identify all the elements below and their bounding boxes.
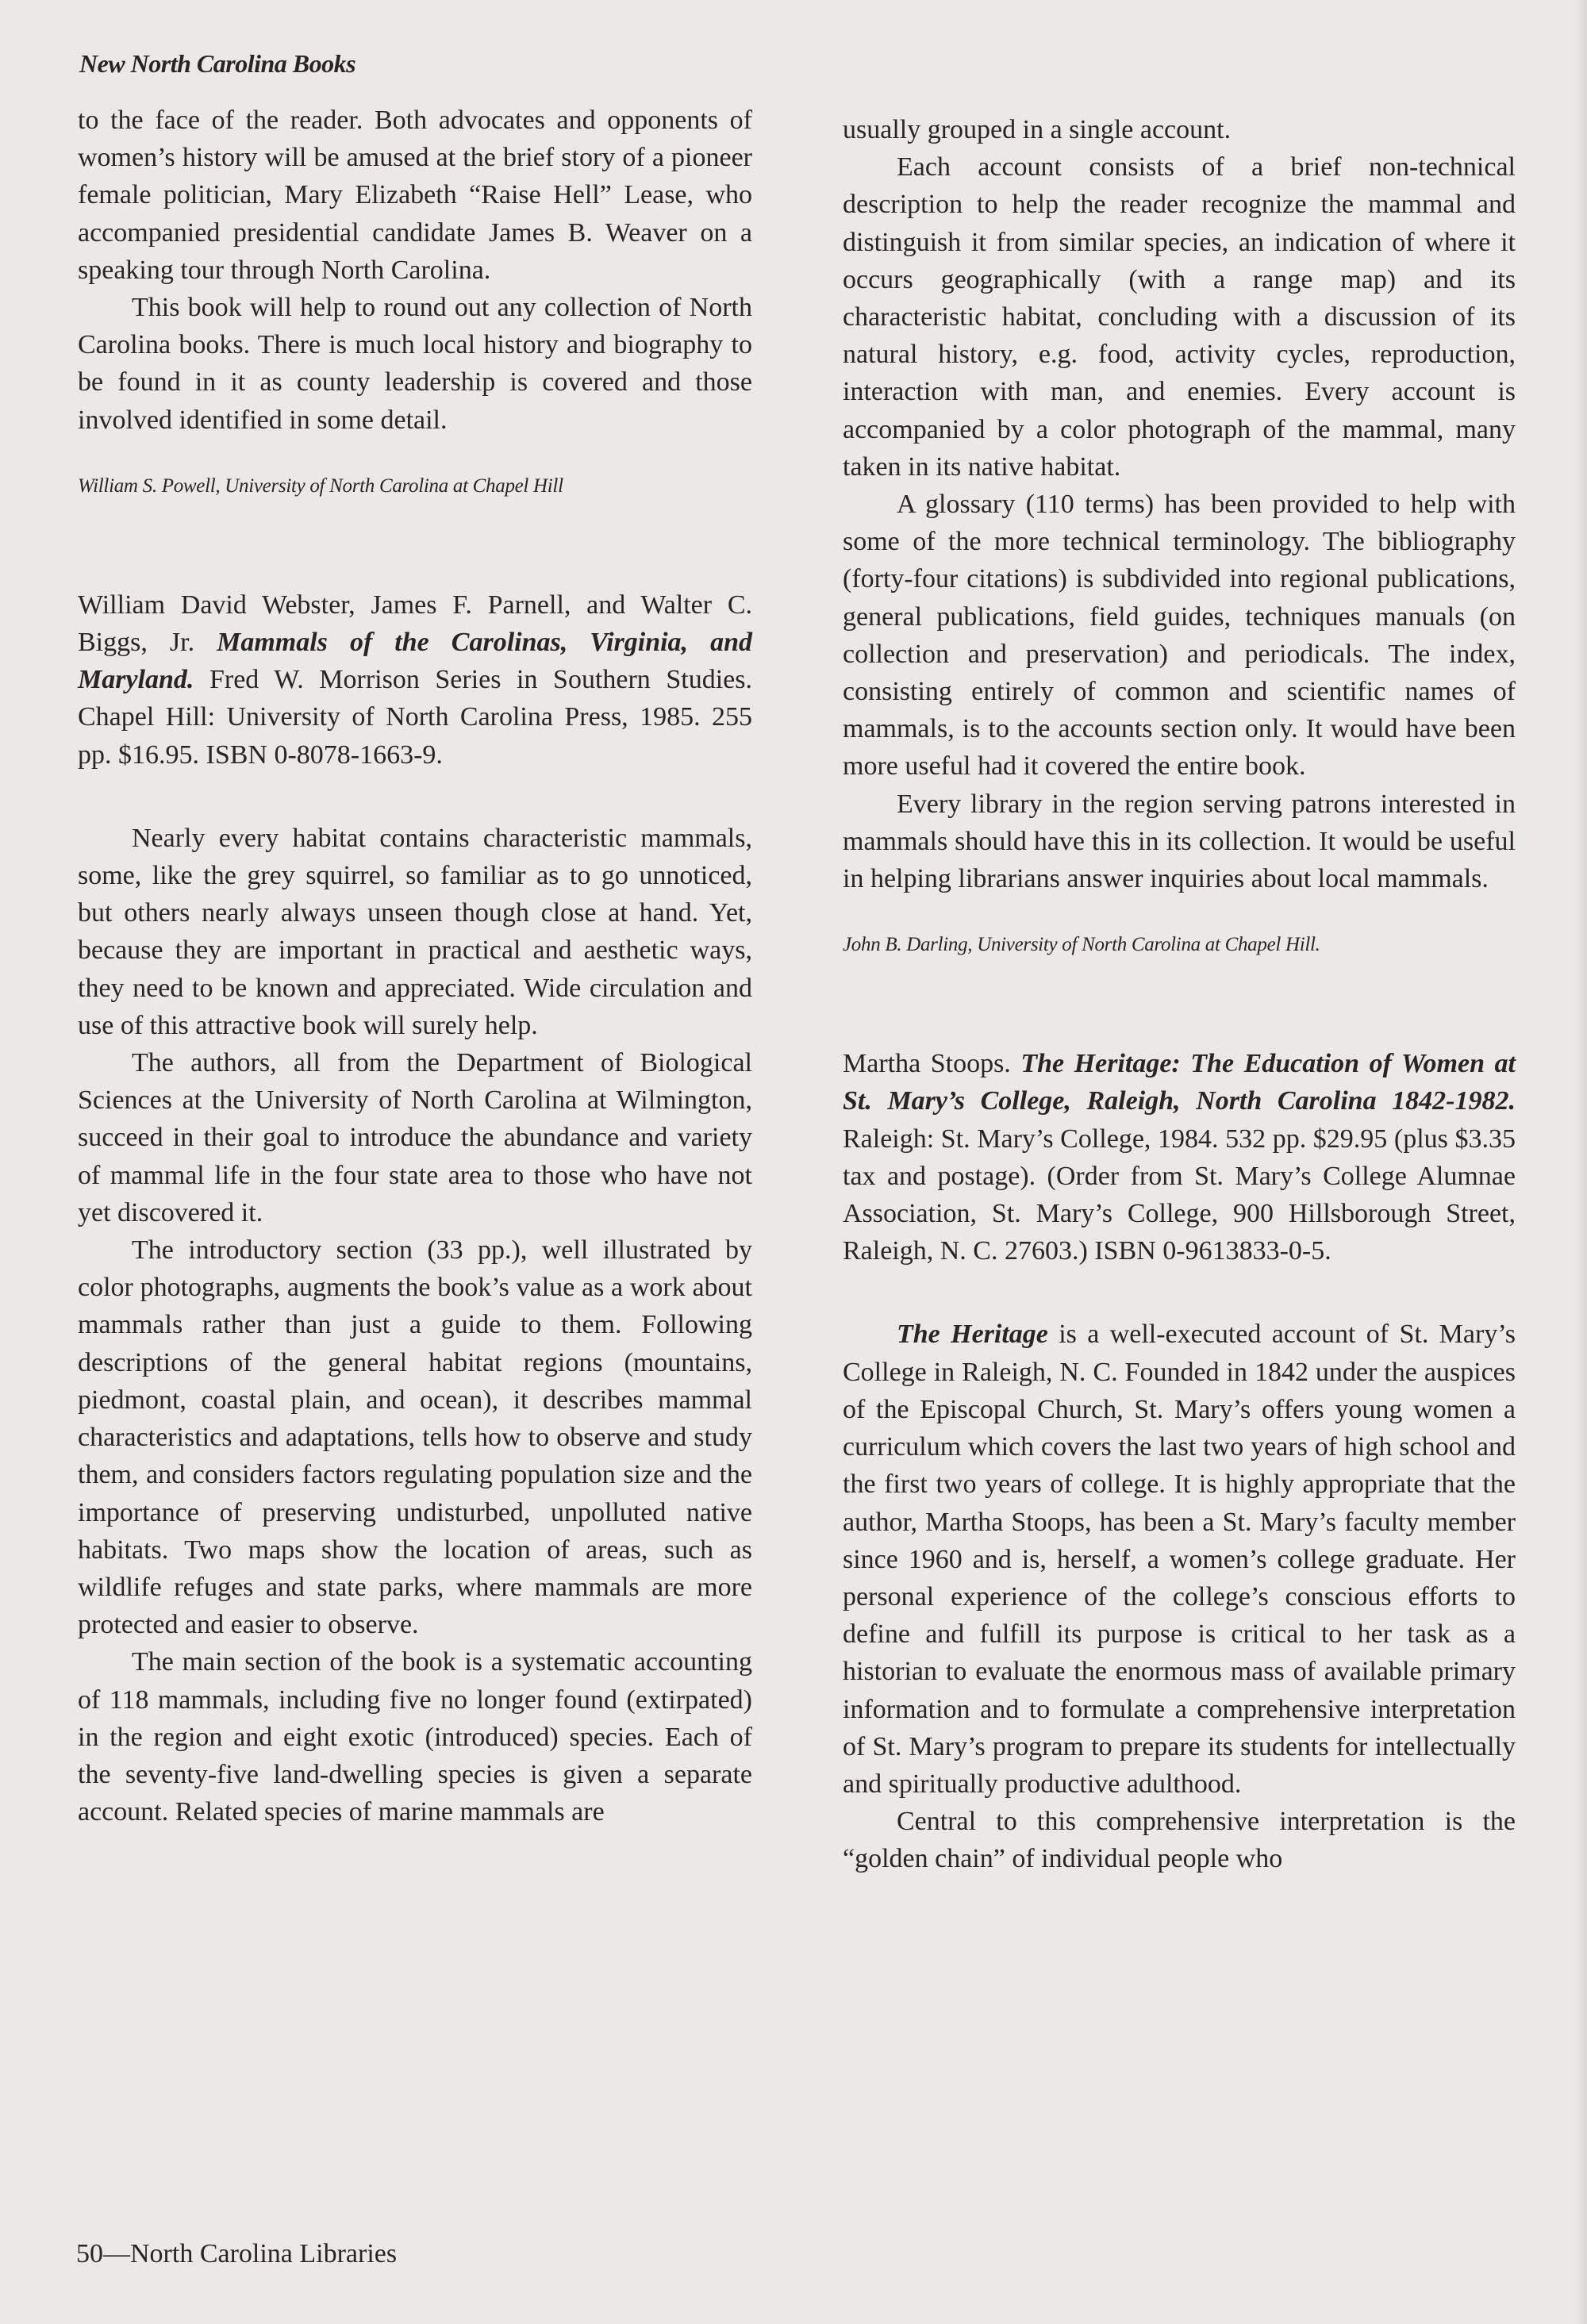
review-paragraph: The main section of the book is a systematic accounting of 118 mammals, including five no longer found (extirpated) in the region and eight exotic (introduced) species. Each of the seventy-five land-dwelling species is given a separate account. Related species of marine mammals are [78, 1647, 752, 1827]
review-paragraph: usually grouped in a single account. [843, 115, 1232, 144]
citation-details: Fred W. Morrison Series in Southern Studies. Chapel Hill: University of North Carolina Press, 1985. 255 pp. $16.95. ISBN 0-8078-1663-9. [78, 665, 752, 770]
running-head: New North Carolina Books [79, 49, 356, 78]
review-paragraph: Every library in the region serving patrons interested in mammals should have this in its collection. It would be useful in helping librarians answer inquiries about local mammals. [843, 789, 1516, 894]
paragraph-text: is a well-executed account of St. Mary’s College in Raleigh, N. C. Founded in 1842 under the auspices of the Episcopal Church, St. Mary’s offers young women a curriculum which covers the last two years of high school and the first two years of college. It is highly appropriate that the author, Martha Stoops, has been a St. Mary’s faculty member since 1960 and is, herself, a women’s college graduate. Her personal experience of the college’s conscious efforts to define and fulfill its purpose is critical to her task as a historian to evaluate the enormous mass of available primary information and to formulate a comprehensive interpretation of St. Mary’s program to prepare its students for intellectually and spiritually productive adulthood. [843, 1319, 1516, 1799]
review-paragraph: This book will help to round out any collection of North Carolina books. There is much local history and biography to be found in it as county leadership is covered and those involved identified in some detail. [78, 293, 752, 435]
book-title: Mammals of the Carolinas, Virginia, and Maryland. [78, 628, 752, 695]
citation-details: Raleigh: St. Mary’s College, 1984. 532 pp. $29.95 (plus $3.35 tax and postage). (Order from St. Mary’s College Alumnae Association, St. Mary’s College, 900 Hillsborough Street, Raleigh, N. C. 27603.) ISBN 0-9613833-0-5. [843, 1124, 1516, 1266]
review-paragraph: Each account consists of a brief non-technical description to help the reader recognize the mammal and distinguish it from similar species, an indication of where it occurs geographically (with a range map) and its characteristic habitat, concluding with a discussion of its natural history, e.g. food, activity cycles, reproduction, interaction with man, and enemies. Every account is accompanied by a color photograph of the mammal, many taken in its native habitat. [843, 152, 1516, 482]
left-column [78, 102, 752, 1830]
citation-author: Martha Stoops. [843, 1049, 1021, 1079]
page-gutter-shadow [1576, 0, 1587, 2324]
review-paragraph: The authors, all from the Department of Biological Sciences at the University of North Carolina at Wilmington, succeed in their goal to introduce the abundance and variety of mammal life in the four state area to those who have not yet discovered it. [78, 1048, 752, 1227]
review-paragraph: The introductory section (33 pp.), well illustrated by color photographs, augments the book’s value as a work about mammals rather than just a guide to them. Following descriptions of the general habitat regions (mountains, piedmont, coastal plain, and ocean), it describes mammal characteristics and adaptations, tells how to observe and study them, and considers factors regulating population size and the importance of preserving undisturbed, unpolluted native habitats. Two maps show the location of areas, such as wildlife refuges and state parks, where mammals are more protected and easier to observe. [78, 1235, 752, 1640]
review-paragraph [843, 1316, 1516, 1803]
book-title: The Heritage: The Education of Women at St. Mary’s College, Raleigh, North Carolina 1842-1982. [843, 1049, 1516, 1116]
book-citation [78, 586, 752, 774]
review-paragraph: Nearly every habitat contains characteristic mammals, some, like the grey squirrel, so familiar as to go unnoticed, but others nearly always unseen though close at hand. Yet, because they are important in practical and aesthetic ways, they need to be known and appreciated. Wide circulation and use of this attractive book will surely help. [78, 823, 752, 1040]
citation-authors: William David Webster, James F. Parnell, and Walter C. Biggs, Jr. [78, 590, 752, 658]
review-paragraph: Central to this comprehensive interpretation is the “golden chain” of individual people who [843, 1807, 1516, 1874]
review-paragraph: to the face of the reader. Both advocates and opponents of women’s history will be amused at the brief story of a pioneer female politician, Mary Elizabeth “Raise Hell” Lease, who accompanied presidential candidate James B. Weaver on a speaking tour through North Carolina. [78, 106, 752, 285]
right-column [843, 111, 1516, 1878]
review-paragraph: A glossary (110 terms) has been provided to help with some of the more technical terminology. The bibliography (forty-four citations) is subdivided into regional publications, general publications, field guides, techniques manuals (on collection and preservation) and periodicals. The index, consisting entirely of common and scientific names of mammals, is to the accounts section only. It would have been more useful had it covered the entire book. [843, 490, 1516, 782]
book-citation [843, 1045, 1516, 1270]
reviewer-signature: John B. Darling, University of North Carolina at Chapel Hill. [843, 934, 1320, 956]
page-footer: 50—North Carolina Libraries [76, 2239, 398, 2268]
reviewer-signature: William S. Powell, University of North Carolina at Chapel Hill [78, 474, 563, 497]
inline-book-title: The Heritage [897, 1319, 1048, 1350]
